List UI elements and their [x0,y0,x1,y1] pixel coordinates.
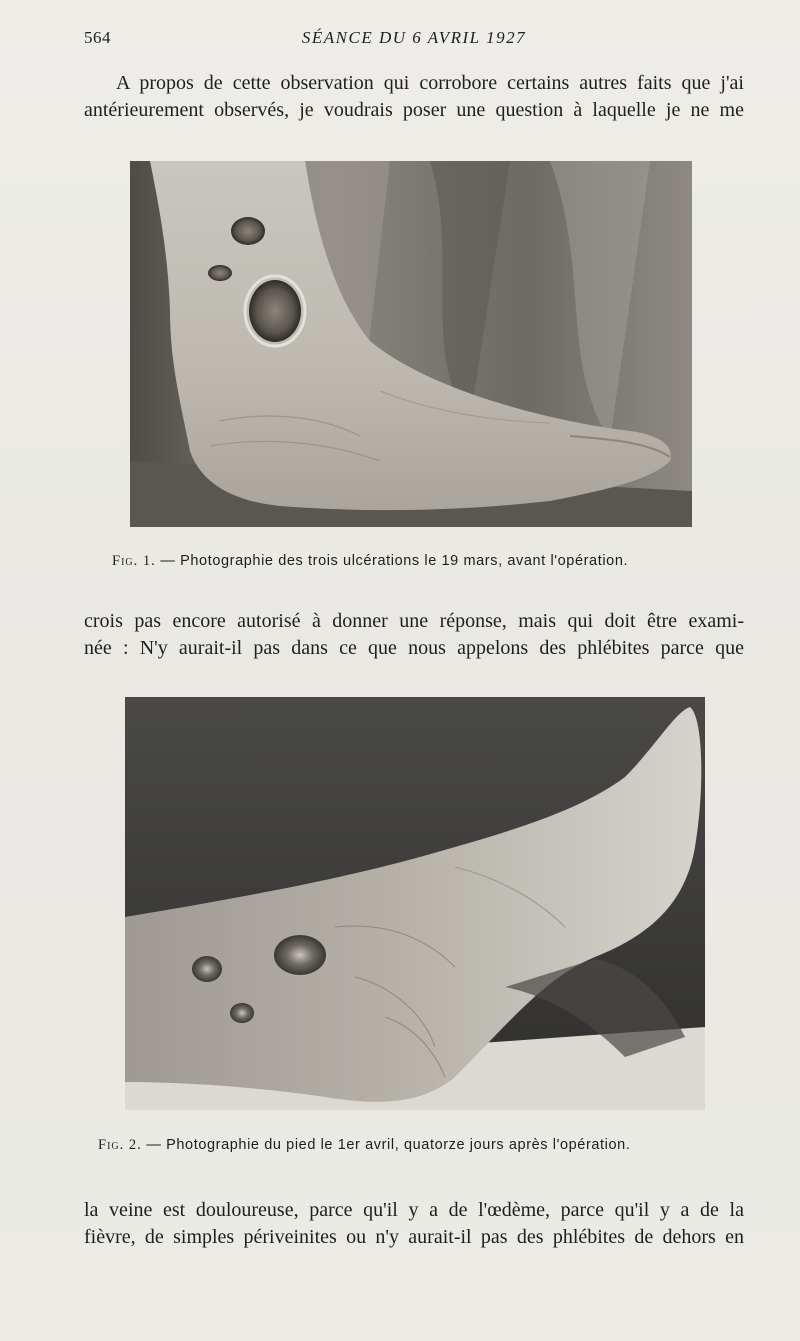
running-head [84,28,744,52]
figure-1-caption [112,553,628,570]
text-line: antérieurement observés, je voudrais poser une question à laquelle je ne me [84,99,744,121]
text-line: fièvre, de simples périveinites ou n'y aurait-il pas des phlébites de dehors en [84,1226,744,1248]
figure-2-caption [98,1137,630,1154]
figure-2-caption-text: — Photographie du pied le 1er avril, quatorze jours après l'opération. [146,1137,631,1153]
ankle-ulcerations-photo [130,161,692,527]
foot-after-operation-photo [125,697,705,1110]
paragraph-1 [84,70,744,124]
figure-2-photograph [125,697,705,1110]
figure-1-photograph [130,161,692,527]
figure-1-label: Fig. 1. [112,553,156,569]
text-line: A propos de cette observation qui corrobore certains autres faits que j'ai [116,72,744,94]
page-number: 564 [84,28,111,47]
text-line: née : N'y aurait-il pas dans ce que nous appelons des phlébites parce que [84,637,744,659]
figure-2-label: Fig. 2. [98,1137,142,1153]
figure-1-caption-text: — Photographie des trois ulcérations le 19 mars, avant l'opération. [160,553,629,569]
text-line: la veine est douloureuse, parce qu'il y a de l'œdème, parce qu'il y a de la [84,1199,744,1221]
paragraph-3 [84,1197,744,1251]
text-line: crois pas encore autorisé à donner une réponse, mais qui doit être exami- [84,610,744,632]
session-title: SÉANCE DU 6 AVRIL 1927 [301,28,527,47]
paragraph-2 [84,608,744,662]
